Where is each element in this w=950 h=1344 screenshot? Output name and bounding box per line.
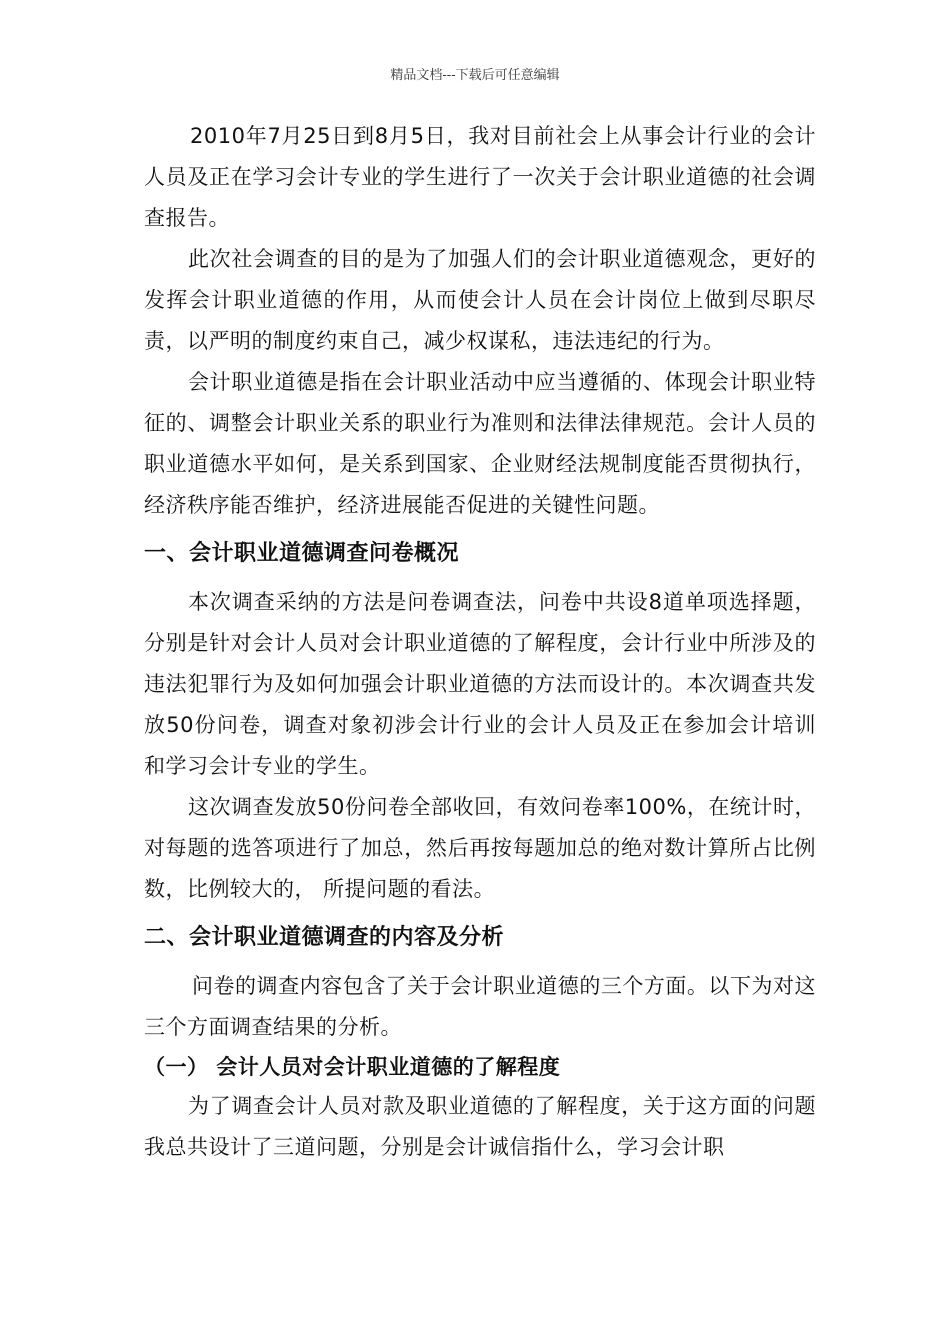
paragraph-content-intro: 问卷的调查内容包含了关于会计职业道德的三个方面。以下为对这三个方面调查结果的分析。	[144, 974, 816, 1039]
page-header: 精品文档---下载后可任意编辑	[390, 68, 560, 83]
paragraph-intro-date: 2010年7月25日到8月5日，我对目前社会上从事会计行业的会计人员及正在学习会计专业的学生进行了一次关于会计职业道德的社会调查报告。	[144, 124, 816, 230]
subsection-heading-understanding: （一） 会计人员对会计职业道德的了解程度	[144, 1055, 561, 1079]
document-body	[144, 116, 816, 1168]
section-heading-analysis: 二、会计职业道德调查的内容及分析	[144, 925, 505, 950]
paragraph-definition: 会计职业道德是指在会计职业活动中应当遵循的、体现会计职业特征的、调整会计职业关系的职业行为准则和法律法律规范。会计人员的职业道德水平如何，是关系到国家、企业财经法规制度能否贯彻执行，经济秩序能否维护，经济进展能否促进的关键性问题。	[144, 370, 816, 517]
paragraph-understanding: 为了调查会计人员对款及职业道德的了解程度，关于这方面的问题我总共设计了三道问题，分别是会计诚信指什么，学习会计职	[144, 1094, 816, 1159]
paragraph-purpose: 此次社会调查的目的是为了加强人们的会计职业道德观念，更好的发挥会计职业道德的作用，从而使会计人员在会计岗位上做到尽职尽责，以严明的制度约束自己，减少权谋私，违法违纪的行为。	[144, 247, 816, 353]
section-heading-overview: 一、会计职业道德调查问卷概况	[144, 541, 460, 566]
paragraph-method: 本次调查采纳的方法是问卷调查法，问卷中共设8道单项选择题，分别是针对会计人员对会计职业道德的了解程度，会计行业中所涉及的违法犯罪行为及如何加强会计职业道德的方法而设计的。本次调查共发放50份问卷，调查对象初涉会计行业的会计人员及正在参加会计培训和学习会计专业的学生。	[144, 590, 816, 778]
paragraph-statistics: 这次调查发放50份问卷全部收回，有效问卷率100%，在统计时，对每题的选答项进行了加总，然后再按每题加总的绝对数计算所占比例数，比例较大的， 所提问题的看法。	[144, 795, 816, 901]
